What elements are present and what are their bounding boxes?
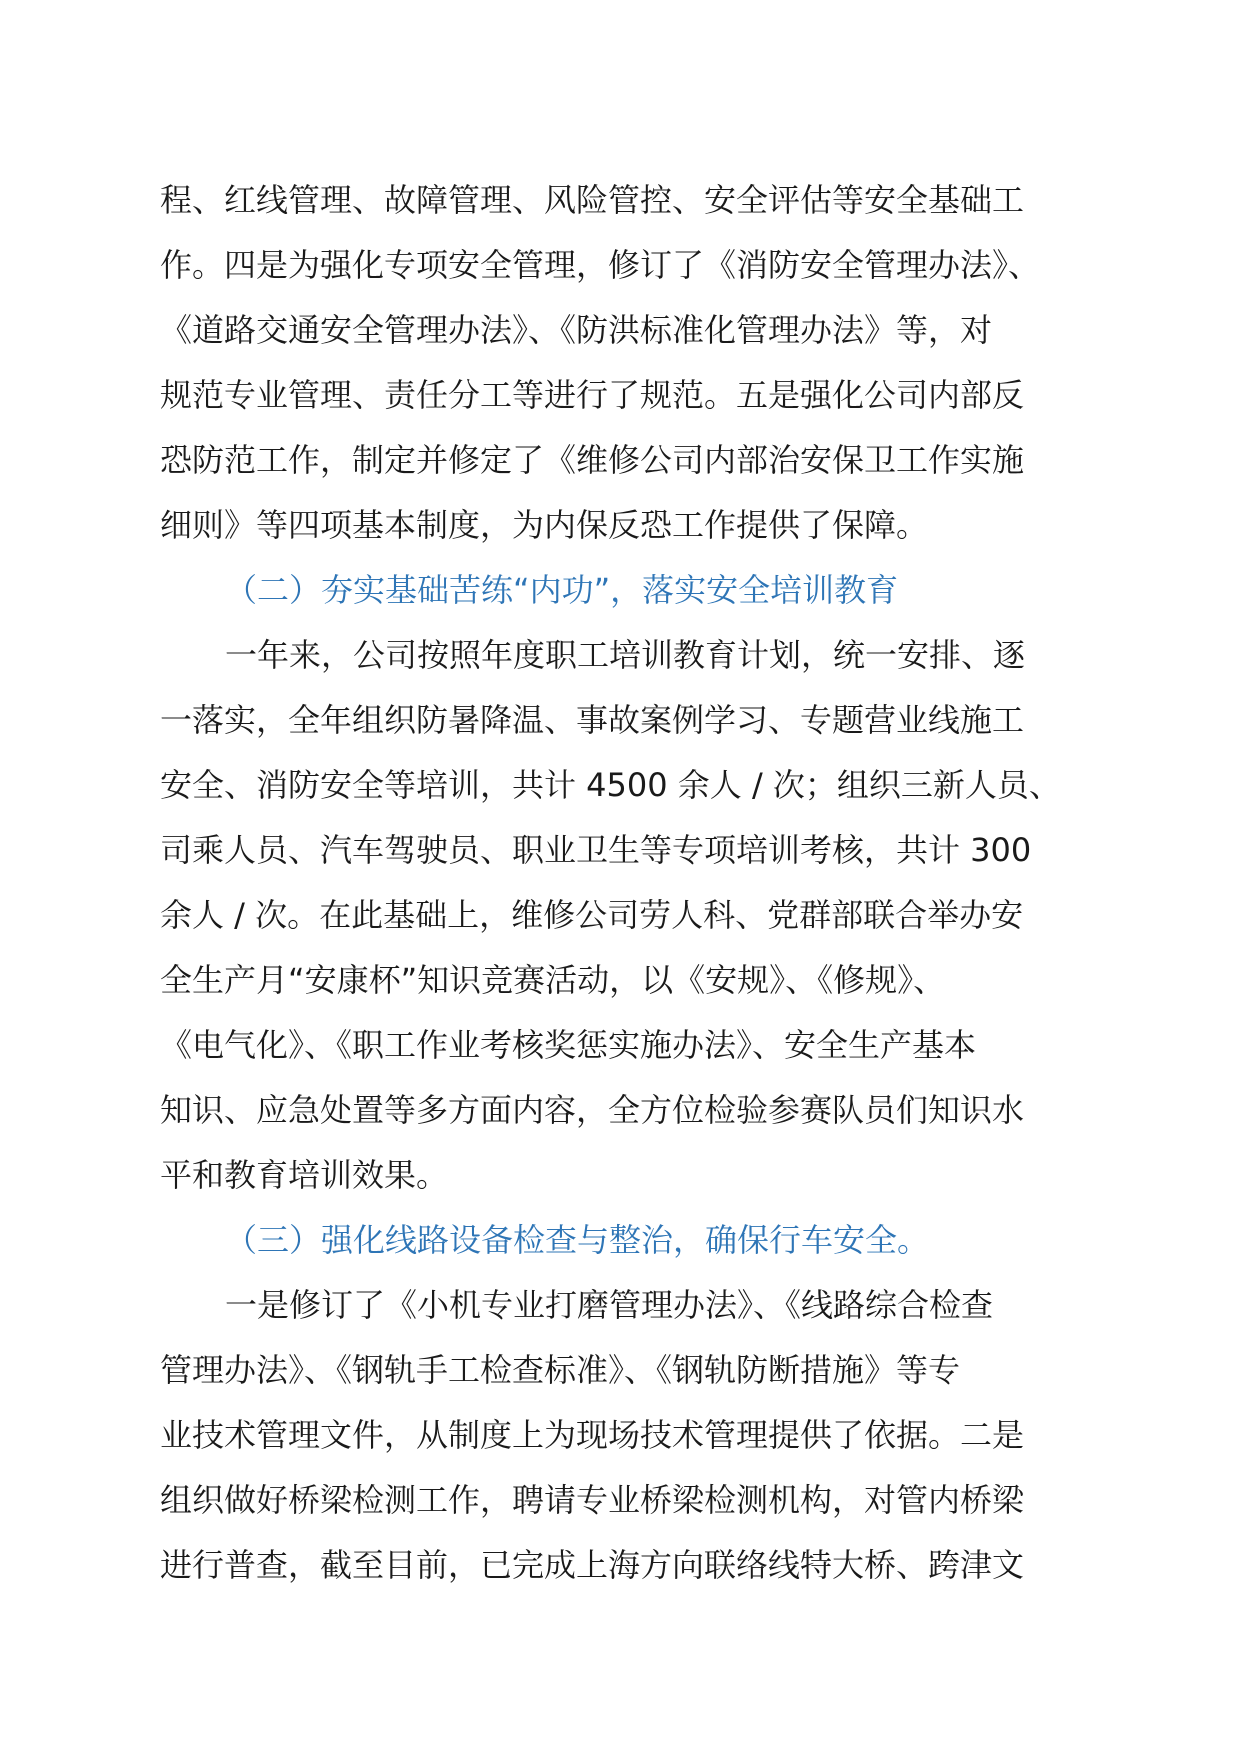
text-line: 安全、消防安全等培训，共计 4500 余人 / 次；组织三新人员、 <box>160 766 1061 804</box>
paragraph-training <box>160 623 1100 1208</box>
text-line: 《电气化》、《职工作业考核奖惩实施办法》、安全生产基本 <box>160 1026 977 1064</box>
paragraph-safety-rules <box>160 168 1100 558</box>
text-line: 进行普查，截至目前，已完成上海方向联络线特大桥、跨津文 <box>160 1546 1025 1584</box>
text-line: 管理办法》、《钢轨手工检查标准》、《钢轨防断措施》等专 <box>160 1351 961 1389</box>
text-line: 平和教育培训效果。 <box>160 1156 449 1194</box>
text-line: 业技术管理文件，从制度上为现场技术管理提供了依据。二是 <box>160 1416 1025 1454</box>
text-line: 全生产月“安康杯”知识竞赛活动，以《安规》、《修规》、 <box>160 961 946 999</box>
text-line: 恐防范工作，制定并修定了《维修公司内部治安保卫工作实施 <box>160 441 1025 479</box>
paragraph-line-inspection <box>160 1273 1100 1598</box>
text-line: 余人 / 次。在此基础上，维修公司劳人科、党群部联合举办安 <box>160 896 1024 934</box>
text-line: 规范专业管理、责任分工等进行了规范。五是强化公司内部反 <box>160 376 1025 414</box>
text-line: 一年来，公司按照年度职工培训教育计划，统一安排、逐 <box>225 636 1026 674</box>
text-line: 程、红线管理、故障管理、风险管控、安全评估等安全基础工 <box>160 181 1025 219</box>
text-line: 《道路交通安全管理办法》、《防洪标准化管理办法》等，对 <box>160 311 993 349</box>
section-heading-training: （二）夯实基础苦练“内功”，落实安全培训教育 <box>225 571 899 609</box>
text-line: 司乘人员、汽车驾驶员、职业卫生等专项培训考核，共计 300 <box>160 831 1032 869</box>
text-line: 组织做好桥梁检测工作，聘请专业桥梁检测机构，对管内桥梁 <box>160 1481 1025 1519</box>
text-line: 一是修订了《小机专业打磨管理办法》、《线路综合检查 <box>225 1286 994 1324</box>
section-heading-line-inspection: （三）强化线路设备检查与整治，确保行车安全。 <box>225 1221 930 1259</box>
text-line: 一落实，全年组织防暑降温、事故案例学习、专题营业线施工 <box>160 701 1025 739</box>
document-body <box>160 168 1100 1598</box>
text-line: 细则》等四项基本制度，为内保反恐工作提供了保障。 <box>160 506 929 544</box>
text-line: 知识、应急处置等多方面内容，全方位检验参赛队员们知识水 <box>160 1091 1025 1129</box>
text-line: 作。四是为强化专项安全管理，修订了《消防安全管理办法》、 <box>160 246 1041 284</box>
